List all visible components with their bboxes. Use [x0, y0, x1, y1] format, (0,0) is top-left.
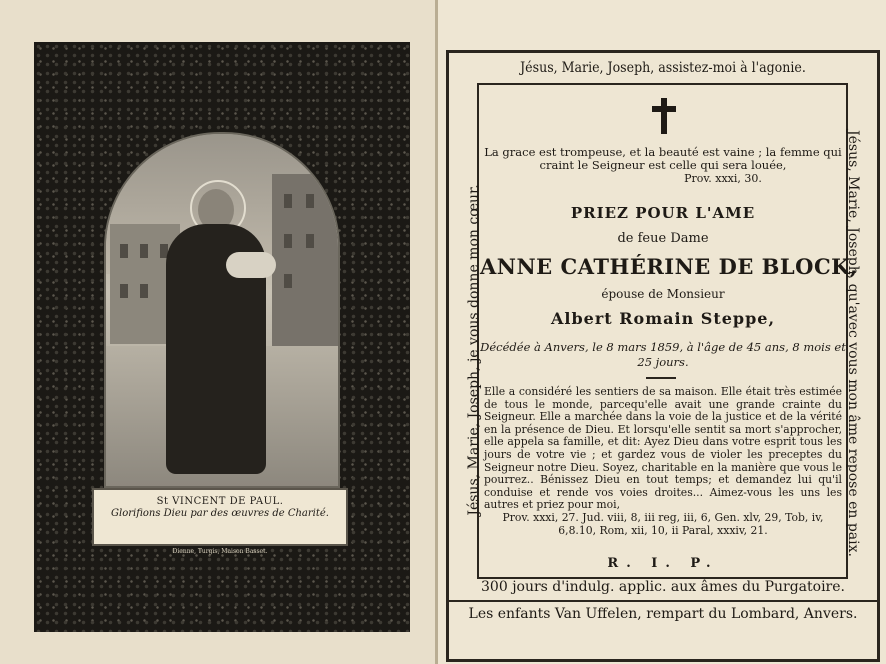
prayer-right-side: Jésus, Marie, Joseph, qu'avec vous mon âme repose en paix.: [845, 130, 861, 557]
engraver-credit: Dienne, Turgis, Maison Basset.: [172, 548, 268, 555]
scripture-quote: [480, 146, 846, 185]
divider-rule: [646, 377, 676, 379]
caption-title: St VINCENT DE PAUL.: [156, 496, 284, 507]
infant: [226, 252, 276, 278]
prayer-left-side: Jésus, Marie, Joseph, je vous donne mon cœur.: [466, 184, 482, 516]
cross-icon: [651, 98, 677, 134]
scripture-references: Prov. xxxi, 27. Jud. viii, 8, iii reg, iii, 6, Gen. xlv, 29, Tob, iv, 6,8.10, Rom, xii, 10, ii Paral, xxxiv, 21.: [502, 510, 824, 537]
spouse-name: Albert Romain Steppe,: [550, 309, 776, 328]
frame-divider: [446, 600, 880, 602]
printer-imprint: Les enfants Van Uffelen, rempart du Lombard, Anvers.: [468, 606, 858, 622]
memorial-body-text: [484, 386, 842, 537]
prayer-top: Jésus, Marie, Joseph, assistez-moi à l'agonie.: [520, 60, 806, 76]
holy-card-image-panel: [0, 0, 436, 664]
indulgence-note: 300 jours d'indulg. applic. aux âmes du Purgatoire.: [481, 579, 845, 595]
heading-priez: PRIEZ POUR L'AME: [570, 204, 756, 222]
image-caption: [92, 488, 348, 546]
quote-reference: Prov. xxxi, 30.: [684, 172, 762, 185]
rip: R. I. P.: [607, 556, 719, 571]
caption-text: Glorifions Dieu par des œuvres de Charité.: [111, 508, 329, 519]
quote-text: La grace est trompeuse, et la beauté est vaine ; la femme qui craint le Seigneur est celle qui sera louée,: [484, 145, 842, 172]
spouse-label: épouse de Monsieur: [601, 287, 725, 301]
feue-dame: de feue Dame: [617, 231, 709, 246]
body-text: Elle a considéré les sentiers de sa maison. Elle était très estimée de tous le monde, parcequ'elle avait une grande crainte du Seigneur. Elle a marchée dans la voie de la justice et de la vérité en la présence de Dieu. Et lorsqu'elle sentit sa mort s'approcher, elle appela sa famille, et dit: Ayez Dieu dans votre esprit tous les jours de votre vie ; et gardez vous de violer les preceptes du Seigneur notre Dieu. Soyez, charitable en la manière que vous le pourrez.. Bénissez Dieu en tout temps; et demandez lui qu'il conduise et rende vos voies droites... Aimez-vous les uns les autres et priez pour moi,: [484, 385, 842, 512]
deceased-name: ANNE CATHÉRINE DE BLOCK,: [480, 254, 858, 279]
saint-engraving: [104, 132, 340, 488]
death-date: Décédée à Anvers, le 8 mars 1859, à l'âge de 45 ans, 8 mois et 25 jours.: [480, 340, 846, 369]
